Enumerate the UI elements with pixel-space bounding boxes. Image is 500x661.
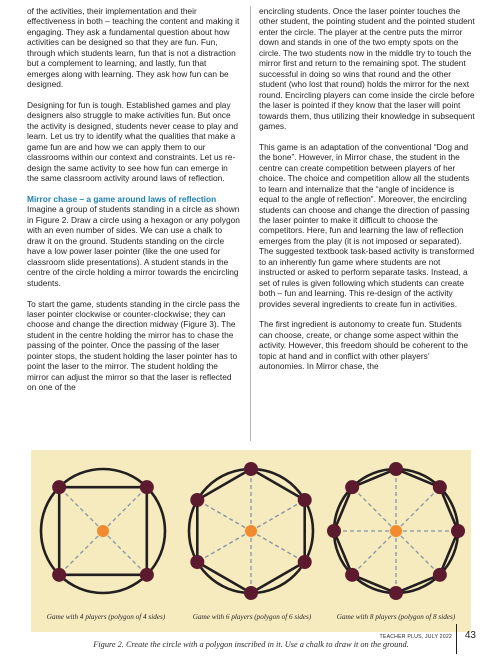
column-divider xyxy=(250,6,251,441)
center-player-dot xyxy=(97,525,109,537)
dashed-line xyxy=(103,531,147,575)
player-dot xyxy=(244,586,258,600)
player-dot xyxy=(389,586,403,600)
player-dot xyxy=(389,462,403,476)
paragraph: This game is an adaptation of the conventional “Dog and the bone”. However, in Mirror chase, the student in the centre can create competition between players of her choice. The choice and competition allow all the students to learn and internalize that the “angle of incidence is equal to the angle of reflection”. Moreover, the encircling students can choose and change the direction of passing the laser pointer to make it difficult to choose the competitors. Here, fun and learning the law of reflection emerges from the play (it is not imposed or separated). The suggested textbook task-based activity is transformed to an inherently fun game where students are not instructed or asked to perform separate tasks. Instead, a set of rules is given following which students can create both – fun and learning. This re-design of the activity provides several ingredients to create fun in activities. xyxy=(259,141,475,309)
panel-label-8-players: Game with 8 players (polygon of 8 sides) xyxy=(336,613,456,621)
panel-label-6-players: Game with 6 players (polygon of 6 sides) xyxy=(192,613,312,621)
paragraph: encircling students. Once the laser pointer touches the other student, the pointing student and the pointed student enter the circle. The player at the centre puts the mirror down and stands in one of the two empty spots on the circle. The two students now in the middle try to touch the mirror first and return to the remaining spot. The student successful in doing so wins that round and the other student (who lost that round) holds the mirror for the next round. Encircling players can come inside the circle before the laser is pointed if they know that the laser will point towards them, thus utilizing their knowledge in subsequent games. xyxy=(259,6,475,131)
footer-publication: TEACHER PLUS, JULY 2022 xyxy=(379,634,452,640)
dashed-line xyxy=(251,531,305,562)
dashed-line xyxy=(197,531,251,562)
dashed-line xyxy=(59,531,103,575)
player-dot xyxy=(433,480,447,494)
footer-divider xyxy=(456,624,457,654)
player-dot xyxy=(451,524,465,538)
player-dot xyxy=(140,568,154,582)
dashed-line xyxy=(197,500,251,531)
dashed-line xyxy=(59,487,103,531)
page-number: 43 xyxy=(464,630,476,641)
right-column xyxy=(259,6,475,382)
player-dot xyxy=(433,568,447,582)
paragraph: To start the game, students standing in the circle pass the laser pointer clockwise or counter-clockwise; they can choose and change the direction midway (Figure 3). The student in the centre holding the mirror has to chase the passing of the pointer. Once the passing of the laser pointer stops, the student holding the laser pointer has to point the laser to the mirror. The student holding the mirror can adjust the mirror so that the laser is reflected on one of the xyxy=(27,298,240,393)
player-dot xyxy=(52,480,66,494)
center-player-dot xyxy=(245,525,257,537)
section xyxy=(27,194,241,288)
paragraph: of the activities, their implementation and their effectiveness in both – teaching the content and making it engaging. They ask a fundamental question about how activities can be designed so that they are fun. Fun, through which students learn, fun that is not a distraction but a complement to learning, and lastly, fun that emerges along with learning. They ask how fun can be designed. xyxy=(27,6,240,90)
player-dot xyxy=(190,555,204,569)
figure-2 xyxy=(31,450,471,632)
player-dot xyxy=(327,524,341,538)
player-dot xyxy=(140,480,154,494)
figure-diagrams xyxy=(31,450,471,610)
panel-label-4-players: Game with 4 players (polygon of 4 sides) xyxy=(46,613,166,621)
player-dot xyxy=(244,462,258,476)
player-dot xyxy=(190,493,204,507)
paragraph: Designing for fun is tough. Established games and play designers also struggle to make activities fun. But once the activity is designed, students never cease to play and learn. Let us try to identify what the qualities that make a game fun are and how we can apply them to our classrooms within our context and constraints. Let us re-design the same activity to see how fun can emerge in the same classroom activity around laws of reflection. xyxy=(27,100,239,184)
player-dot xyxy=(52,568,66,582)
dashed-line xyxy=(103,487,147,531)
dashed-line xyxy=(352,487,396,531)
section-heading: Mirror chase – a game around laws of reflection xyxy=(27,194,217,205)
dashed-line xyxy=(251,500,305,531)
paragraph: Imagine a group of students standing in a circle as shown in Figure 2. Draw a circle using a hexagon or any polygon with an even number of sides. We can use a chalk to draw it on the ground. Students standing on the circle have a low power laser pointer (like the one used for classroom slide presentations). A student stands in the centre of the circle holding a mirror towards the encircling students. xyxy=(27,204,240,288)
paragraph: The first ingredient is autonomy to create fun. Students can choose, create, or change some aspect within the activity. However, this freedom should be coherent to the topic at hand and in conflict with other players’ autonomies. In Mirror chase, the xyxy=(259,319,469,372)
dashed-line xyxy=(352,531,396,575)
dashed-line xyxy=(396,487,440,531)
player-dot xyxy=(345,568,359,582)
player-dot xyxy=(345,480,359,494)
player-dot xyxy=(298,493,312,507)
left-column xyxy=(27,6,241,403)
center-player-dot xyxy=(390,525,402,537)
player-dot xyxy=(298,555,312,569)
figure-caption: Figure 2. Create the circle with a polygon inscribed in it. Use a chalk to draw it on the ground. xyxy=(93,640,409,649)
dashed-line xyxy=(396,531,440,575)
